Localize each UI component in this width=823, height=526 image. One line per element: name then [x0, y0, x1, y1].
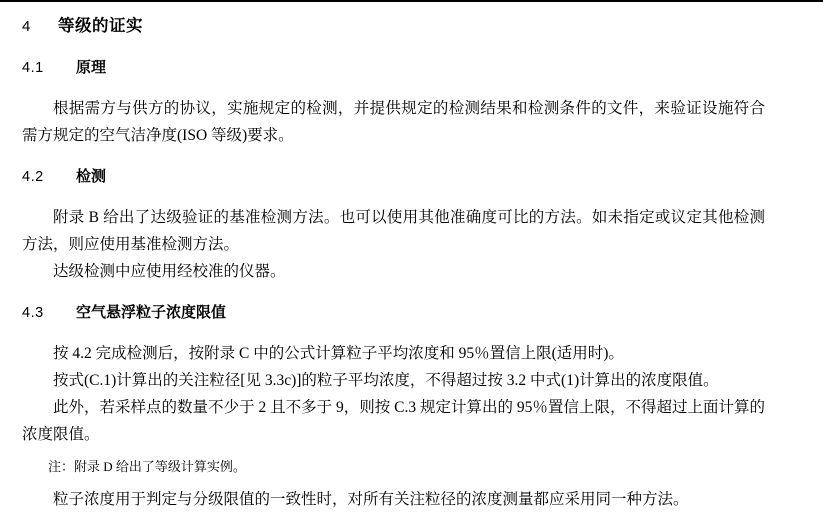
subsection-heading-4-3	[18, 301, 765, 322]
page-top-rule	[0, 0, 823, 2]
paragraph-4-3-2: 按式(C.1)计算出的关注粒径[见 3.3c)]的粒子平均浓度，不得超过按 3.2 中式(1)计算出的浓度限值。	[53, 372, 719, 389]
paragraph-4-2-2: 达级检测中应使用经校准的仪器。	[53, 263, 286, 280]
paragraph-4-3-trailing: 粒子浓度用于判定与分级限值的一致性时，对所有关注粒径的浓度测量都应采用同一种方法。	[53, 491, 689, 508]
subsection-heading-4-2	[18, 165, 765, 186]
paragraph-4-2-1: 附录 B 给出了达级验证的基准检测方法。也可以使用其他准确度可比的方法。如未指定或议定其他检测方法，则应使用基准检测方法。	[22, 209, 765, 253]
subsection-number-4-1: 4.1	[22, 60, 44, 76]
section-title: 等级的证实	[58, 16, 143, 35]
subsection-number-4-2: 4.2	[22, 169, 44, 185]
subsection-title-4-1: 原理	[76, 60, 107, 76]
subsection-title-4-2: 检测	[76, 169, 107, 185]
subsection-number-4-3: 4.3	[22, 305, 44, 321]
section-number: 4	[22, 18, 31, 35]
paragraph-4-3-1: 按 4.2 完成检测后，按附录 C 中的公式计算粒子平均浓度和 95％置信上限(适用时)。	[53, 345, 624, 362]
paragraph-4-3-3: 此外，若采样点的数量不少于 2 且不多于 9，则按 C.3 规定计算出的 95％置信上限，不得超过上面计算的浓度限值。	[22, 399, 765, 443]
paragraph-4-1-1: 根据需方与供方的协议，实施规定的检测，并提供规定的检测结果和检测条件的文件，来验证设施符合需方规定的空气洁净度(ISO 等级)要求。	[22, 100, 765, 144]
section-heading	[18, 0, 765, 36]
note-4-3: 注：附录 D 给出了等级计算实例。	[48, 459, 246, 474]
subsection-heading-4-1	[18, 56, 765, 77]
subsection-title-4-3: 空气悬浮粒子浓度限值	[76, 305, 227, 321]
